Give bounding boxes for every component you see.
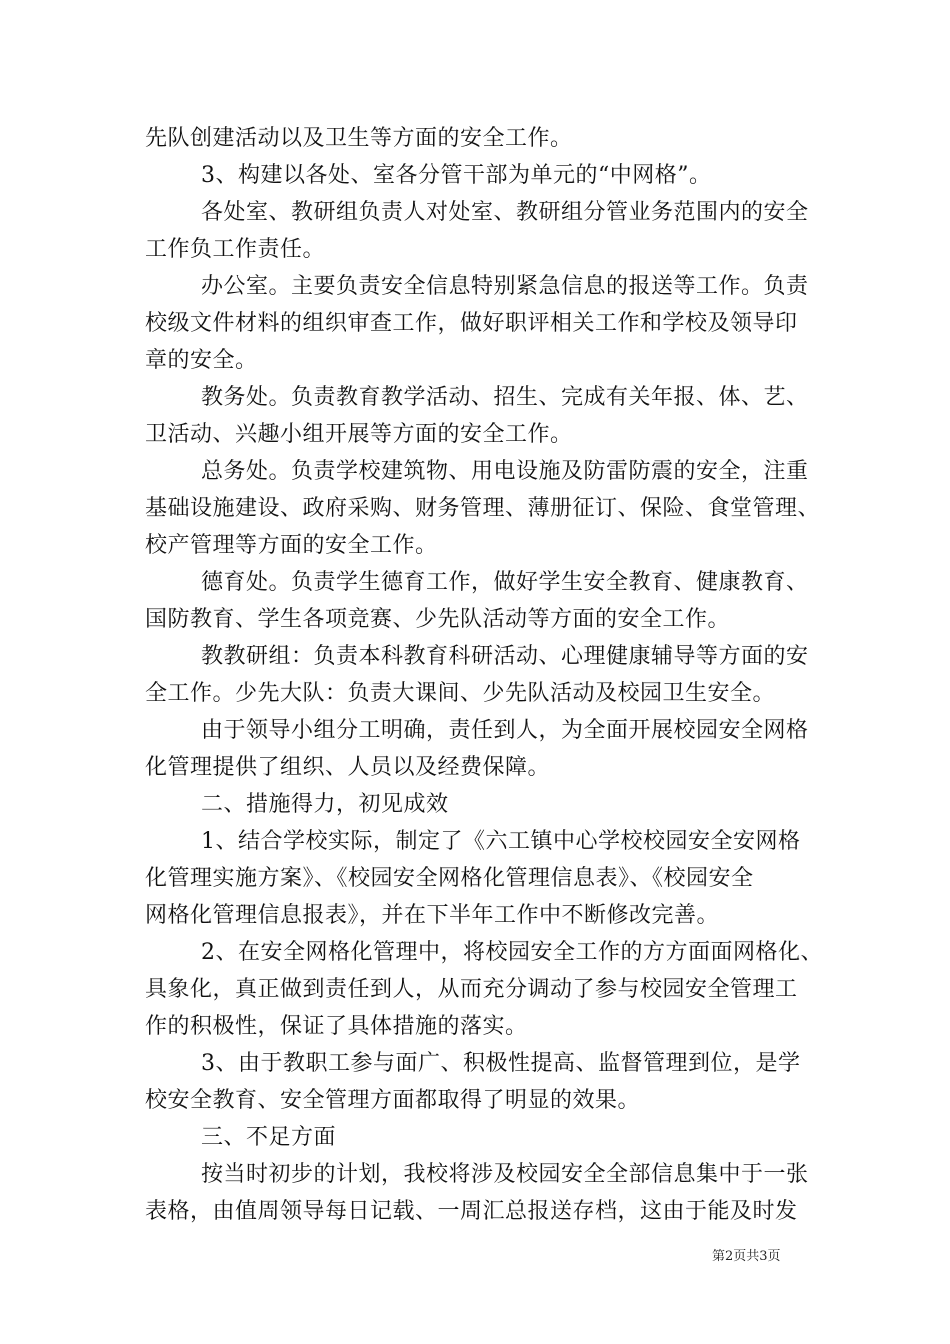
text-line: 2、在安全网格化管理中，将校园安全工作的方方面面网格化、 [201,940,823,965]
text-line: 章的安全。 [145,348,258,373]
text-line: 各处室、教研组负责人对处室、教研组分管业务范围内的安全 [201,200,809,225]
text-line: 德育处。负责学生德育工作，做好学生安全教育、健康教育、 [201,570,809,595]
text-line: 先队创建活动以及卫生等方面的安全工作。 [145,126,573,151]
text-line: 按当时初步的计划，我校将涉及校园安全全部信息集中于一张 [201,1162,809,1187]
text-line: 校级文件材料的组织审查工作，做好职评相关工作和学校及领导印 [145,311,798,336]
text-line: 化管理提供了组织、人员以及经费保障。 [145,755,551,780]
text-line: 教务处。负责教育教学活动、招生、完成有关年报、体、艺、 [201,385,809,410]
text-line: 全工作。少先大队：负责大课间、少先队活动及校园卫生安全。 [145,681,776,706]
text-line: 工作负工作责任。 [145,237,326,262]
text-line: 教教研组：负责本科教育科研活动、心理健康辅导等方面的安 [201,644,809,669]
text-line: 校安全教育、安全管理方面都取得了明显的效果。 [145,1088,641,1113]
text-line: 基础设施建设、政府采购、财务管理、薄册征订、保险、食堂管理、 [145,496,821,521]
text-line: 作的积极性，保证了具体措施的落实。 [145,1014,528,1039]
text-line: 表格，由值周领导每日记载、一周汇总报送存档，这由于能及时发 [145,1199,798,1224]
text-line: 网格化管理信息报表》，并在下半年工作中不断修改完善。 [145,903,720,928]
document-body [145,120,825,1230]
text-line: 3、由于教职工参与面广、积极性提高、监督管理到位，是学 [201,1051,801,1076]
text-line: 办公室。主要负责安全信息特别紧急信息的报送等工作。负责 [201,274,809,299]
text-line: 具象化，真正做到责任到人，从而充分调动了参与校园安全管理工 [145,977,798,1002]
text-line: 化管理实施方案》、《校园安全网格化管理信息表》、《校园安全 [145,866,754,891]
text-line: 校产管理等方面的安全工作。 [145,533,438,558]
page-number: 第2页共3页 [712,1249,781,1264]
text-line: 由于领导小组分工明确，责任到人，为全面开展校园安全网格 [201,718,809,743]
text-line: 3、构建以各处、室各分管干部为单元的“中网格”。 [201,163,712,188]
text-line: 总务处。负责学校建筑物、用电设施及防雷防震的安全，注重 [201,459,809,484]
text-line: 国防教育、学生各项竞赛、少先队活动等方面的安全工作。 [145,607,731,632]
text-line: 卫活动、兴趣小组开展等方面的安全工作。 [145,422,573,447]
section-heading: 二、措施得力，初见成效 [201,792,449,817]
text-line: 1、结合学校实际，制定了《六工镇中心学校校园安全安网格 [201,829,801,854]
section-heading: 三、不足方面 [201,1125,337,1150]
